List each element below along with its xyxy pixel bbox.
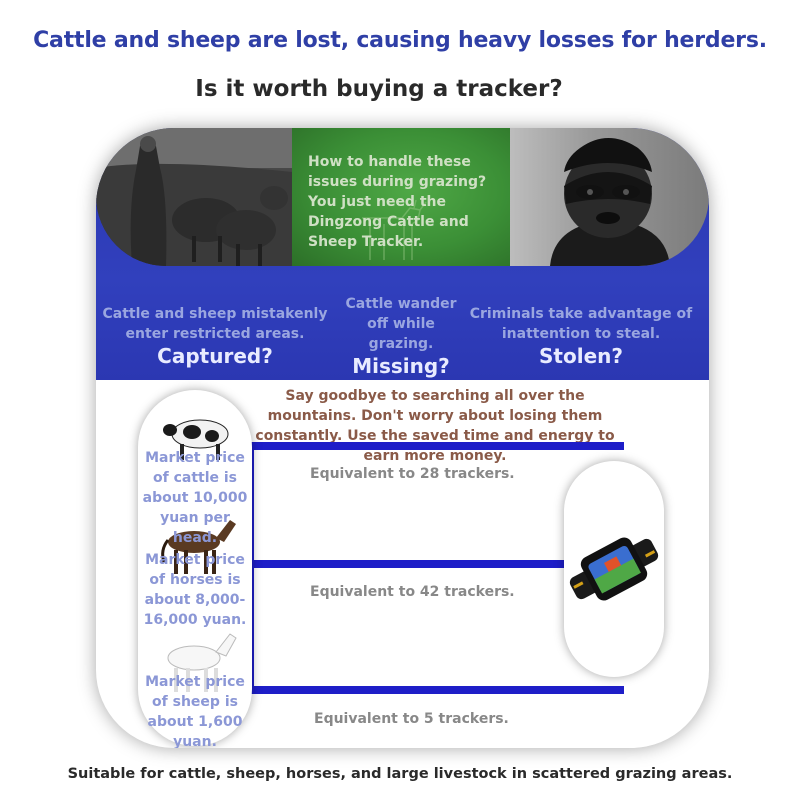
issue-missing-text: Cattle wander off while grazing.	[345, 296, 457, 352]
sheep-equivalent: Equivalent to 5 trackers.	[314, 711, 509, 727]
cattle-price: Market price of cattle is about 10,000 yuan per head.	[142, 450, 248, 546]
livestock-pill	[138, 390, 252, 746]
issue-captured-text: Cattle and sheep mistakenly enter restricted areas.	[102, 306, 328, 342]
issue-stolen-label: Stolen?	[539, 344, 623, 368]
issue-missing	[334, 294, 468, 378]
benefit-text: Say goodbye to searching all over the mountains. Don't worry about losing them constantly. Use the saved time and energy to earn more money.	[255, 388, 615, 464]
tracker-device-icon	[564, 526, 664, 612]
grass-photo-caption: How to handle these issues during grazing? You just need the Dingzong Cattle and Sheep Tracker.	[308, 154, 487, 250]
sheep-price: Market price of sheep is about 1,600 yuan.	[145, 674, 245, 748]
issue-captured-label: Captured?	[157, 344, 273, 368]
cattle-equivalent: Equivalent to 28 trackers.	[310, 466, 515, 482]
tracker-pill	[564, 461, 664, 677]
issue-stolen	[466, 304, 696, 368]
footer-note: Suitable for cattle, sheep, horses, and large livestock in scattered grazing areas.	[67, 766, 733, 782]
herder-photo	[96, 128, 292, 266]
horse-price: Market price of horses is about 8,000-16,000 yuan.	[143, 552, 247, 628]
info-card	[96, 128, 709, 748]
issue-captured	[100, 304, 330, 368]
horse-equivalent: Equivalent to 42 trackers.	[310, 584, 515, 600]
issue-stolen-text: Criminals take advantage of inattention to steal.	[469, 306, 693, 342]
grass-photo	[292, 128, 510, 266]
thief-photo	[510, 128, 709, 266]
photo-strip	[96, 128, 709, 266]
issue-missing-label: Missing?	[352, 354, 450, 378]
headline: Cattle and sheep are lost, causing heavy losses for herders.	[33, 28, 767, 53]
question-title: Is it worth buying a tracker?	[195, 76, 563, 102]
